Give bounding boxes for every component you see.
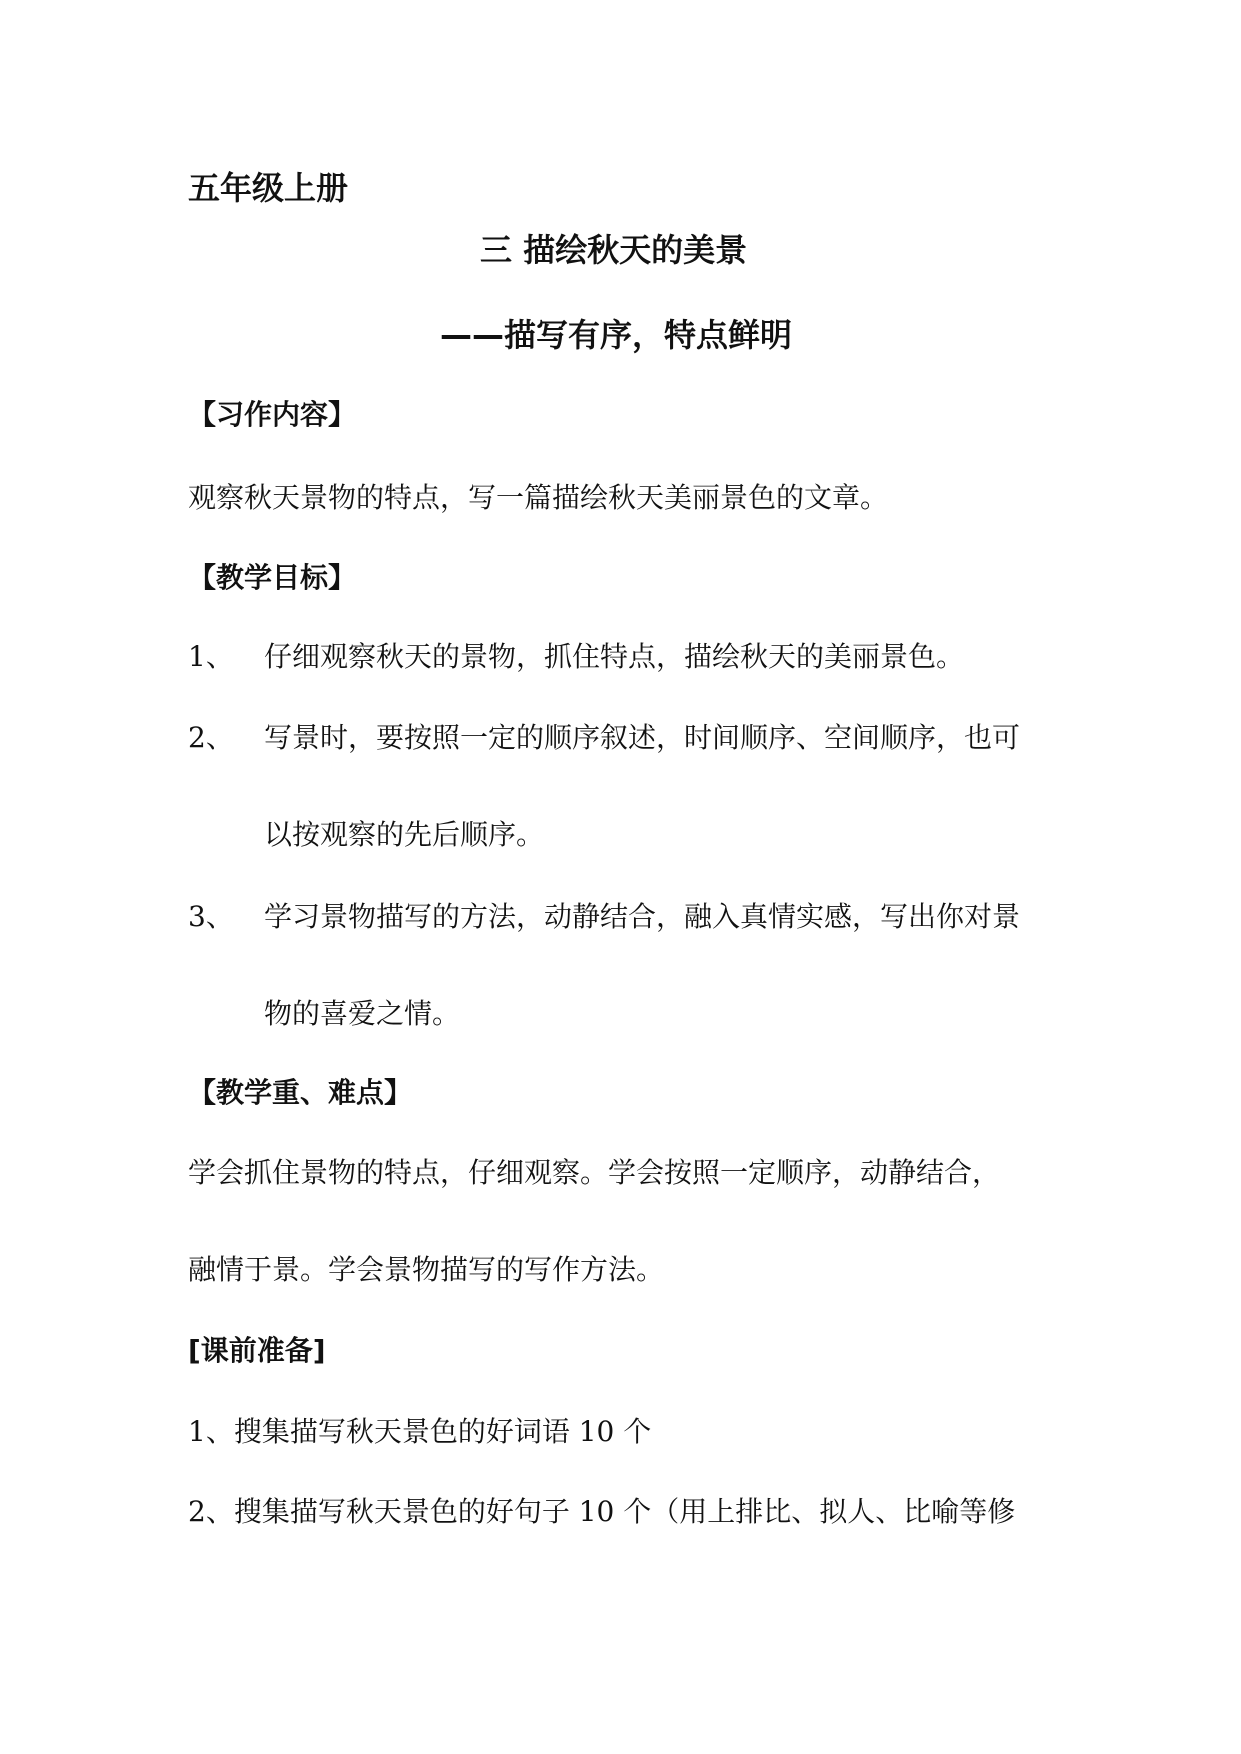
content-text: 观察秋天景物的特点，写一篇描绘秋天美丽景色的文章。 [188, 481, 889, 514]
section-heading-content: 【习作内容】 [188, 398, 357, 431]
prep-item-1: 1、搜集描写秋天景色的好词语 10 个 [188, 1415, 652, 1448]
section-heading-key-points: 【教学重、难点】 [188, 1076, 413, 1109]
goal-text: 仔细观察秋天的景物，抓住特点，描绘秋天的美丽景色。 [264, 640, 965, 673]
section-heading-prep: [课前准备] [188, 1334, 326, 1367]
grade-label: 五年级上册 [188, 169, 349, 207]
key-points-text-continued: 融情于景。学会景物描写的写作方法。 [188, 1253, 665, 1286]
section-heading-goals: 【教学目标】 [188, 561, 357, 594]
goal-text: 学习景物描写的方法，动静结合，融入真情实感，写出你对景 [264, 900, 1021, 933]
goal-text: 写景时，要按照一定的顺序叙述，时间顺序、空间顺序，也可 [264, 721, 1021, 754]
lesson-subtitle: ——描写有序，特点鲜明 [440, 316, 793, 354]
goal-number: 2、 [188, 721, 234, 754]
goal-text-continued: 以按观察的先后顺序。 [264, 818, 545, 851]
lesson-title: 三 描绘秋天的美景 [480, 231, 748, 269]
prep-item-2: 2、搜集描写秋天景色的好句子 10 个（用上排比、拟人、比喻等修 [188, 1495, 1016, 1528]
key-points-text: 学会抓住景物的特点，仔细观察。学会按照一定顺序，动静结合， [188, 1156, 1001, 1189]
goal-number: 1、 [188, 640, 234, 673]
goal-number: 3、 [188, 900, 234, 933]
goal-text-continued: 物的喜爱之情。 [264, 997, 461, 1030]
